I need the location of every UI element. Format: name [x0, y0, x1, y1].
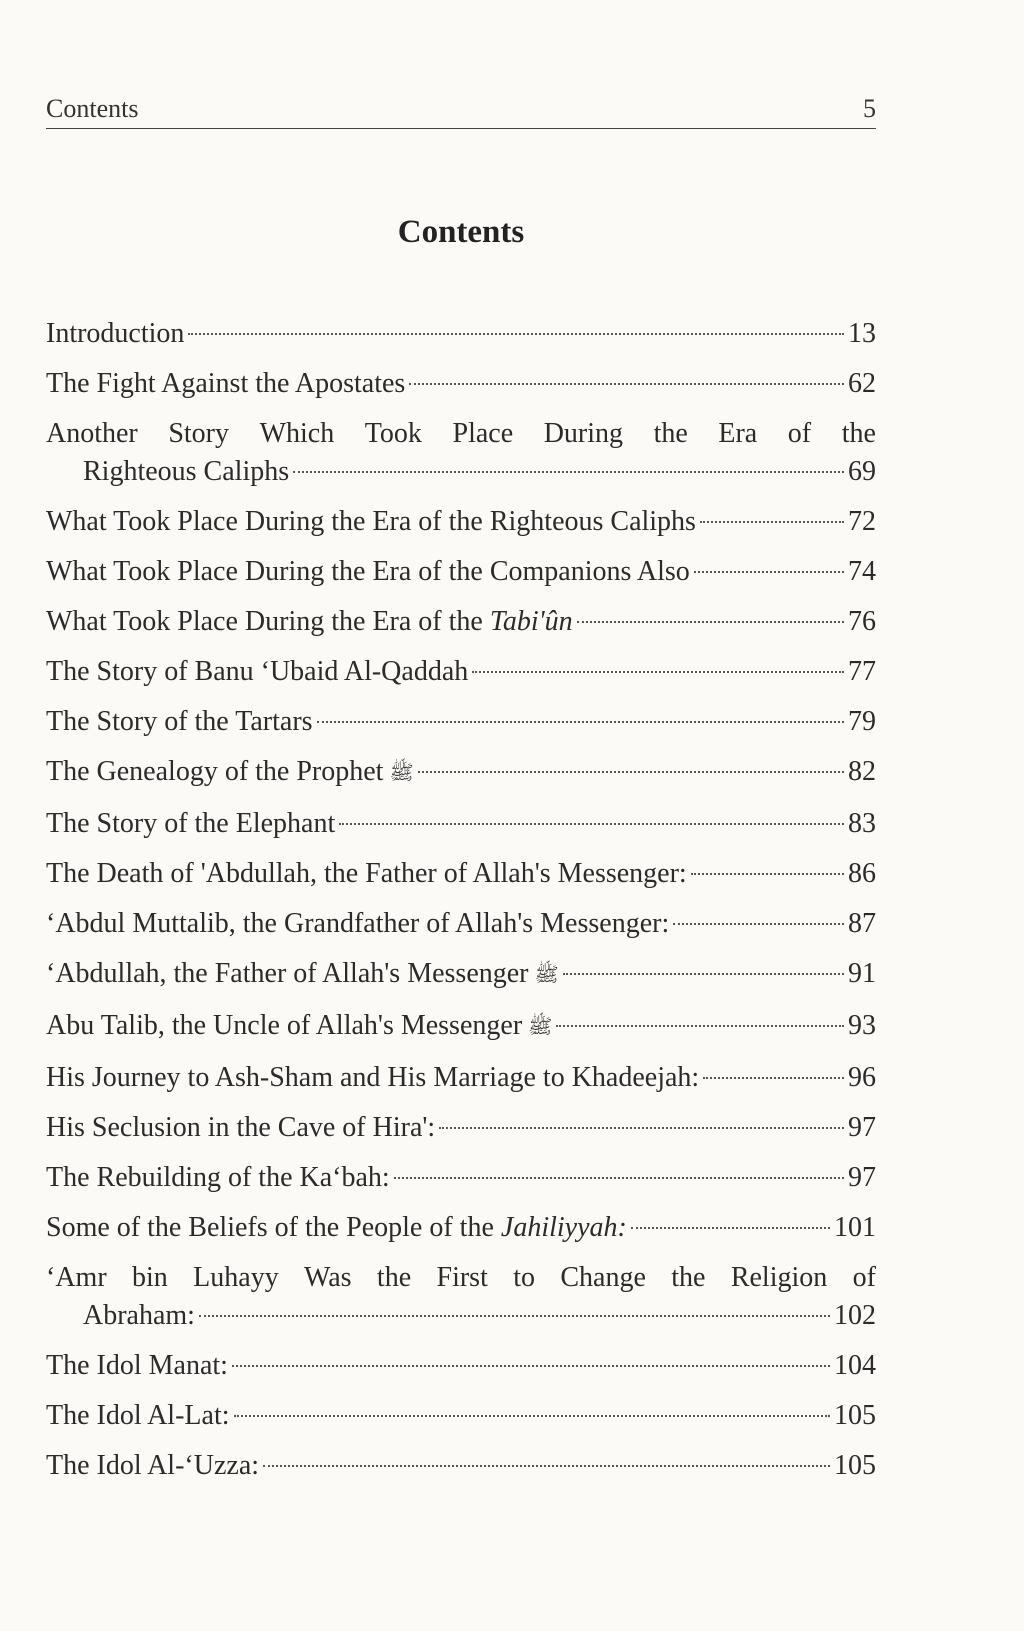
- dot-leader: [317, 721, 844, 723]
- dot-leader: [232, 1365, 830, 1367]
- title-word: of: [787, 418, 812, 449]
- title-word: Story: [168, 418, 230, 449]
- dot-leader: [418, 771, 844, 773]
- title-word: Era: [718, 418, 758, 449]
- dot-leader: [293, 471, 844, 473]
- title-word: bin: [132, 1262, 168, 1293]
- toc-entry: [46, 1447, 876, 1485]
- dot-leader: [563, 973, 844, 975]
- page-title: Contents: [397, 214, 525, 250]
- toc-entry: [46, 553, 876, 591]
- toc-entry-page: 82: [848, 756, 876, 787]
- dot-leader: [199, 1315, 830, 1317]
- toc-entry: [46, 1397, 876, 1435]
- toc-entry-title: [46, 753, 414, 793]
- toc-entry: [46, 703, 876, 741]
- salutation-symbol-icon: ﷺ: [528, 1016, 553, 1038]
- title-word: the: [841, 418, 876, 449]
- title-word: the: [671, 1262, 706, 1293]
- title-italic: Tabi'ûn: [489, 606, 573, 637]
- toc-entry-page: 69: [848, 456, 876, 487]
- title-text: ‘Abdullah, the Father of Allah's Messenger: [46, 958, 529, 989]
- toc-entry-page: 97: [848, 1112, 876, 1143]
- title-word: Which: [259, 418, 335, 449]
- toc-entry-title: [46, 603, 573, 641]
- toc-entry-page: 96: [848, 1062, 876, 1093]
- dot-leader: [673, 923, 844, 925]
- dot-leader: [439, 1127, 844, 1129]
- title-word: Took: [364, 418, 422, 449]
- title-word: Religion: [730, 1262, 828, 1293]
- dot-leader: [263, 1465, 830, 1467]
- toc-entry: [46, 365, 876, 403]
- toc-entry-page: 83: [848, 808, 876, 839]
- toc-entry-page: 76: [848, 606, 876, 637]
- title-text: Abu Talib, the Uncle of Allah's Messenger: [46, 1010, 523, 1041]
- toc-entry: [46, 905, 876, 943]
- toc-entry: [46, 753, 876, 793]
- toc-entry-page: 104: [834, 1350, 876, 1381]
- toc-entry-title: The Rebuilding of the Ka‘bah:: [46, 1162, 390, 1193]
- dot-leader: [188, 333, 844, 335]
- toc-entry-title: [46, 1209, 627, 1247]
- toc-entry-page: 62: [848, 368, 876, 399]
- title-word: Another: [46, 418, 138, 449]
- toc-entry-title: The Idol Al-‘Uzza:: [46, 1450, 260, 1481]
- toc-entry-title-line2: Abraham:: [83, 1300, 195, 1331]
- salutation-symbol-icon: ﷺ: [389, 762, 414, 784]
- dot-leader: [339, 823, 844, 825]
- toc-entry-page: 102: [834, 1300, 876, 1331]
- toc-entry-page: 91: [848, 958, 876, 989]
- toc-entry: [46, 603, 876, 641]
- toc-entry: [46, 1109, 876, 1147]
- toc-entry: [46, 1209, 876, 1247]
- table-of-contents: [46, 315, 876, 1497]
- toc-entry-title: The Idol Manat:: [46, 1350, 228, 1381]
- title-word: Place: [452, 418, 514, 449]
- toc-entry: [46, 1007, 876, 1047]
- title-word: Luhayy: [193, 1262, 279, 1293]
- book-page: [46, 0, 876, 1631]
- dot-leader: [577, 621, 844, 623]
- title-word: the: [653, 418, 688, 449]
- dot-leader: [691, 873, 844, 875]
- toc-entry-title: His Journey to Ash-Sham and His Marriage to Khadeejah:: [46, 1062, 700, 1093]
- dot-leader: [556, 1025, 844, 1027]
- title-word: the: [376, 1262, 412, 1293]
- toc-entry-page: 87: [848, 908, 876, 939]
- title-italic: Jahiliyyah:: [500, 1212, 627, 1243]
- toc-entry: [46, 1259, 876, 1335]
- dot-leader: [694, 571, 844, 573]
- toc-entry-title: The Death of 'Abdullah, the Father of Allah's Messenger:: [46, 858, 687, 889]
- dot-leader: [700, 521, 844, 523]
- title-word: of: [852, 1262, 876, 1293]
- dot-leader: [472, 671, 844, 673]
- toc-entry: [46, 415, 876, 491]
- toc-entry: [46, 1059, 876, 1097]
- toc-entry-title-line1: [46, 1259, 876, 1297]
- dot-leader: [234, 1415, 830, 1417]
- toc-entry-title: [46, 955, 559, 995]
- toc-entry-title-line1: [46, 415, 876, 453]
- dot-leader: [394, 1177, 844, 1179]
- title-text: What Took Place During the Era of the: [46, 606, 483, 637]
- running-head-title: Contents: [46, 94, 139, 123]
- header-rule: [46, 128, 876, 129]
- toc-entry-page: 105: [834, 1450, 876, 1481]
- toc-entry-title: The Fight Against the Apostates: [46, 368, 406, 399]
- toc-entry-title-line2: Righteous Caliphs: [83, 456, 290, 487]
- toc-entry-title: The Story of the Elephant: [46, 808, 336, 839]
- title-text: The Genealogy of the Prophet: [46, 756, 384, 787]
- toc-entry-page: 13: [848, 318, 876, 349]
- toc-entry: [46, 1159, 876, 1197]
- toc-entry-page: 72: [848, 506, 876, 537]
- dot-leader: [631, 1227, 830, 1229]
- title-word: to: [513, 1262, 535, 1293]
- toc-entry-title: The Story of the Tartars: [46, 706, 313, 737]
- dot-leader: [409, 383, 844, 385]
- toc-entry-page: 86: [848, 858, 876, 889]
- toc-entry-page: 74: [848, 556, 876, 587]
- toc-entry: [46, 955, 876, 995]
- toc-entry: [46, 1347, 876, 1385]
- title-word: ‘Amr: [46, 1262, 107, 1293]
- page-number: 5: [863, 94, 876, 123]
- toc-entry-page: 97: [848, 1162, 876, 1193]
- title-word: Change: [560, 1262, 646, 1293]
- title-word: Was: [304, 1262, 352, 1293]
- toc-entry: [46, 855, 876, 893]
- toc-entry-title: What Took Place During the Era of the Companions Also: [46, 556, 690, 587]
- toc-entry-title: The Story of Banu ‘Ubaid Al-Qaddah: [46, 656, 469, 687]
- toc-entry-title: Introduction: [46, 318, 185, 349]
- title-text: Some of the Beliefs of the People of the: [46, 1212, 494, 1243]
- toc-entry: [46, 805, 876, 843]
- toc-entry-title: His Seclusion in the Cave of Hira':: [46, 1112, 436, 1143]
- toc-entry-page: 79: [848, 706, 876, 737]
- toc-entry-page: 77: [848, 656, 876, 687]
- toc-entry-title: What Took Place During the Era of the Righteous Caliphs: [46, 506, 696, 537]
- toc-entry-page: 101: [834, 1212, 876, 1243]
- toc-entry-title: The Idol Al-Lat:: [46, 1400, 230, 1431]
- toc-entry: [46, 503, 876, 541]
- title-word: During: [543, 418, 624, 449]
- toc-entry: [46, 653, 876, 691]
- toc-entry-page: 105: [834, 1400, 876, 1431]
- toc-entry-title: [46, 1007, 552, 1047]
- toc-entry: [46, 315, 876, 353]
- toc-entry-page: 93: [848, 1010, 876, 1041]
- dot-leader: [703, 1077, 844, 1079]
- toc-entry-title: ‘Abdul Muttalib, the Grandfather of Allah's Messenger:: [46, 908, 670, 939]
- title-word: First: [436, 1262, 488, 1293]
- running-head: [46, 90, 876, 124]
- salutation-symbol-icon: ﷺ: [534, 964, 559, 986]
